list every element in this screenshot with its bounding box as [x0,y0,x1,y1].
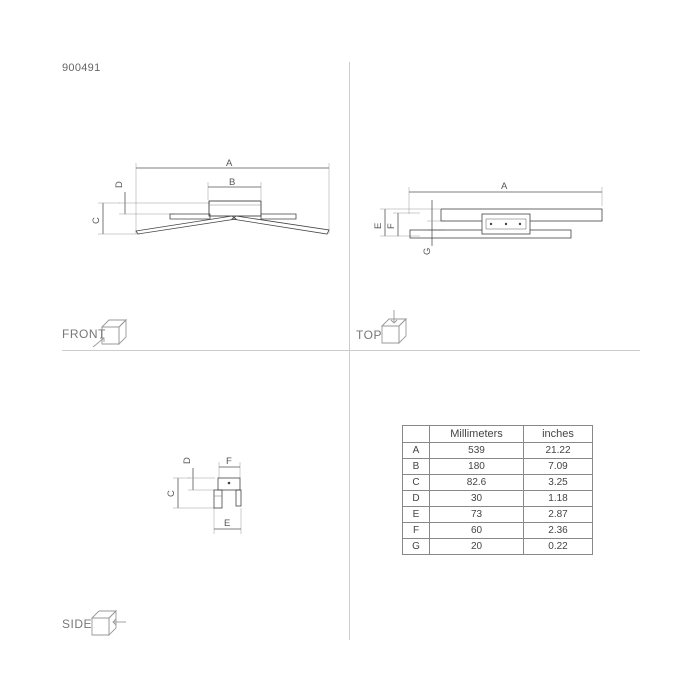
table-cell: C [403,475,430,491]
canopy [209,201,261,216]
bracket-hole [519,223,521,225]
table-cell: 0.22 [524,539,593,555]
arm-right-upper [261,214,296,219]
table-cell: 3.25 [524,475,593,491]
table-cell: 21.22 [524,443,593,459]
front-label-c: C [91,217,102,224]
bracket-hole [490,223,492,225]
front-label-d: D [114,181,125,188]
side-label-c: C [166,490,177,497]
product-code: 900491 [62,62,101,74]
table-cell: A [403,443,430,459]
table-cell: 2.36 [524,523,593,539]
front-view-drawing [98,163,329,234]
table-cell: 539 [430,443,524,459]
table-cell: 1.18 [524,491,593,507]
top-view-cube-icon [382,310,406,343]
table-row [403,459,593,475]
table-cell: F [403,523,430,539]
top-label-e: E [373,222,384,229]
table-cell: 82.6 [430,475,524,491]
top-label-f: F [386,223,397,229]
table-cell: 2.87 [524,507,593,523]
table-header-cell [403,426,430,443]
table-header-cell: inches [524,426,593,443]
table-cell: 60 [430,523,524,539]
table-row [403,523,593,539]
dimension-table [402,425,593,555]
table-row [403,475,593,491]
table-header-row [403,426,593,443]
side-label-d: D [182,457,193,464]
table-cell: B [403,459,430,475]
top-view-label: TOP [356,328,382,342]
bracket-hole [505,223,507,225]
arm-left-upper [170,214,210,219]
table-cell: G [403,539,430,555]
table-cell: E [403,507,430,523]
side-view-label: SIDE [62,617,93,631]
side-arm-left [214,490,222,508]
side-screw [228,482,231,485]
table-cell: 20 [430,539,524,555]
table-row [403,443,593,459]
top-view-drawing [380,187,602,246]
table-cell: 30 [430,491,524,507]
side-label-e: E [224,518,231,529]
table-cell: D [403,491,430,507]
side-label-f: F [226,456,232,467]
table-row [403,507,593,523]
front-label-b: B [229,177,236,188]
table-header-cell: Millimeters [430,426,524,443]
front-view-label: FRONT [62,327,106,341]
top-label-g: G [422,247,433,255]
table-row [403,539,593,555]
table-row [403,491,593,507]
front-label-a: A [226,158,233,169]
side-view-cube-icon [92,611,126,635]
side-view-drawing [173,462,241,534]
table-cell: 180 [430,459,524,475]
table-cell: 7.09 [524,459,593,475]
table-cell: 73 [430,507,524,523]
top-label-a: A [501,181,508,192]
side-arm-right [236,490,241,506]
